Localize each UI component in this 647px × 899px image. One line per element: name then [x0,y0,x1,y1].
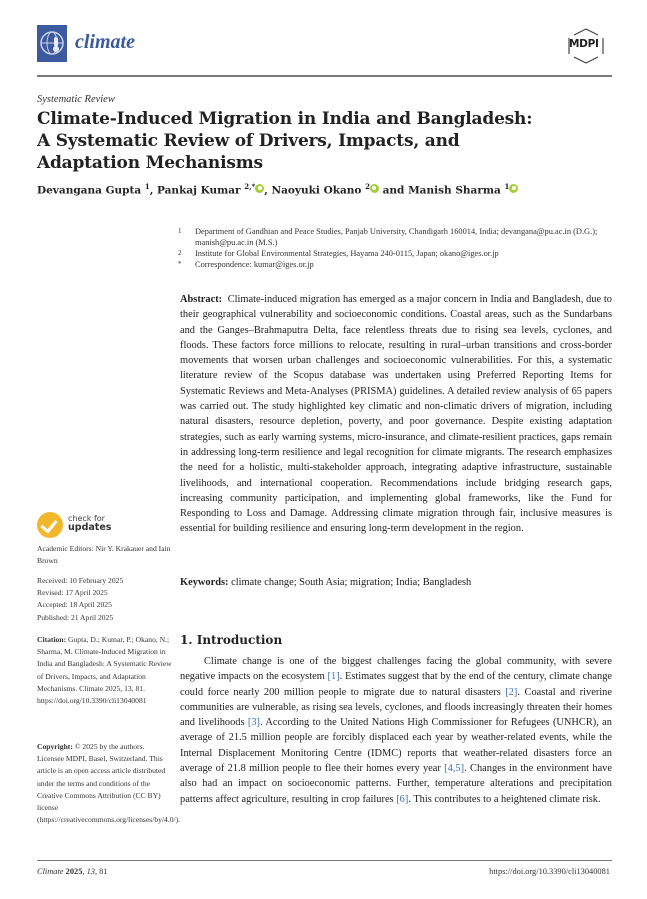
author-separator: , [264,184,272,197]
orcid-icon[interactable] [255,184,264,193]
footer-journal: Climate [37,867,64,876]
author-name[interactable]: Naoyuki Okano [271,184,362,197]
introduction-paragraph [180,654,612,807]
reference-link[interactable]: [3] [247,717,261,729]
article-type: Systematic Review [37,94,115,105]
footer-citation: Climate 2025, 13, 81 [37,867,108,876]
footer-article-number: 81 [99,867,108,876]
copyright [37,741,181,826]
journal-logo [37,25,67,62]
copyright-label: Copyright: [37,742,73,751]
reference-link[interactable]: [4,5] [444,763,465,775]
abstract [180,292,612,537]
reference-link[interactable]: [2] [505,686,518,698]
citation-label: Citation: [37,635,67,644]
check-for-updates-button[interactable] [37,512,137,540]
check-for-label: check for [68,514,105,523]
publication-dates [37,575,172,624]
paragraph-text: . Coastal and riverine communities are vulnerable, as rising sea levels, cyclones, and floods increasingly threaten their homes and livelihoods [180,686,612,729]
abstract-label: Abstract: [180,294,223,305]
orcid-icon[interactable] [509,184,518,193]
affiliation-mark: 2 [178,249,182,257]
checkmark-icon [37,512,63,538]
affiliation-item [178,226,598,248]
author-name[interactable]: Devangana Gupta [37,184,142,197]
affiliation-mark: 1 [178,227,182,235]
publisher-logo: MDPI [569,38,599,50]
author-affiliation-mark: 2 [365,182,370,191]
paragraph-text: . This contributes to a heightened climate risk. [408,793,601,805]
footer-doi-link[interactable]: https://doi.org/10.3390/cli13040081 [489,867,610,876]
affiliation-text: Department of Gandhian and Peace Studies, Panjab University, Chandigarh 160014, India; devangana@pu.ac.in (D.G.); manish@pu.ac.in (M.S.) [195,227,598,247]
date-published: Published: 21 April 2025 [37,612,114,622]
globe-thermometer-icon [37,25,67,62]
abstract-text: Climate-induced migration has emerged as a major concern in India and Bangladesh, due to their geographical vulnerability and socioeconomic conditions. Coastal areas, such as the Sundarbans and the Ganges–Brahmaputra Delta, face relentless threats due to rising sea levels, cyclones, and floods. These factors force millions to relocate, resulting in rural–urban transitions and cross-border movements that worsen urban challenges and socioeconomic vulnerabilities. For this, a systematic literature review of the Scopus database was undertaken using Preferred Reporting Items for Systematic Reviews and Meta-Analyses (PRISMA) guidelines. A detailed review analysis of 65 papers was carried out. The study highlighted key climatic and non-climatic drivers of migration, including natural disasters, resource depletion, poverty, and poor governance. Despite existing adaptation strategies, such as early warning systems, micro-insurance, and climate-resilient practices, gaps remain in addressing long-term resilience and legal recognition for climate migrants. The research emphasizes the need for a holistic, multi-stakeholder approach, integrating adaptive infrastructure, sustainable livelihoods, and international cooperation. Recommendations include bridging research gaps, increasing community participation, and implementing global frameworks, like the Fund for Responding to Loss and Damage. Addressing climate migration through fair, inclusive measures is essential for building resilience and ensuring long-term development in the region. [180,294,612,535]
author-separator: and [378,184,409,197]
reference-link[interactable]: [1] [327,671,340,683]
footer-divider [37,860,612,861]
paragraph-text: . Estimates suggest that by the end of the century, climate change could force nearly 200 million people to migrate due to natural disasters [180,671,612,698]
title-line: Climate-Induced Migration in India and Bangladesh: [37,109,533,129]
keywords [180,575,612,590]
article-title [37,108,597,174]
author-affiliation-mark: 1 [144,182,150,191]
journal-name: climate [75,31,135,53]
correspondence-text: Correspondence: kumar@iges.or.jp [195,260,314,269]
affiliation-item [178,259,598,270]
title-line: A Systematic Review of Drivers, Impacts, and [37,131,460,151]
date-received: Received: 10 February 2025 [37,576,124,585]
author-name[interactable]: Pankaj Kumar [157,184,241,197]
author-affiliation-mark: 1 [504,182,510,191]
affiliation-text: Institute for Global Environmental Strategies, Hayama 240-0115, Japan; okano@iges.or.jp [195,249,499,258]
header-divider [37,75,612,77]
author-name[interactable]: Manish Sharma [408,184,501,197]
author-list [37,182,518,197]
orcid-icon[interactable] [370,184,379,193]
author-separator: , [149,184,158,197]
keywords-text: climate change; South Asia; migration; India; Bangladesh [231,577,472,588]
footer-volume: 13 [86,867,95,876]
section-heading: 1. Introduction [180,633,283,647]
affiliations [178,226,598,270]
academic-editors: Academic Editors: Nir Y. Krakauer and Iain Brown [37,544,171,566]
date-revised: Revised: 17 April 2025 [37,588,108,598]
affiliation-item [178,248,598,259]
copyright-text: © 2025 by the authors. Licensee MDPI, Basel, Switzerland. This article is an open access article distributed under the terms and conditions of the Creative Commons Attribution (CC BY) license (https://creativecommons.org/licenses/by/4.0/). [37,742,181,825]
reference-link[interactable]: [6] [396,793,409,805]
affiliation-mark: * [178,260,182,268]
footer-year: 2025 [65,867,83,876]
citation-text: Gupta, D.; Kumar, P.; Okano, N.; Sharma, M. Climate-Induced Migration in India and Bangladesh: A Systematic Review of Drivers, Impacts, and Adaptation Mechanisms. Climate 2025, 13, 81. https://doi.org/10.3390/cli13040081 [37,635,172,706]
author-affiliation-mark: 2,* [244,182,256,191]
updates-label: updates [68,522,112,533]
paragraph-text: Climate change is one of the biggest challenges facing the global community, with severe negative impacts on the ecosystem [180,656,612,683]
title-line: Adaptation Mechanisms [37,153,263,173]
keywords-label: Keywords: [180,577,229,588]
date-accepted: Accepted: 18 April 2025 [37,600,112,610]
paragraph-text: . According to the United Nations High Commissioner for Refugees (UNHCR), an average of 21.5 million people are forcibly displaced each year by weather-related events, while the Internal Displacement Monitoring Centre (IDMC) reports that weather-related disasters force an average of 21.8 million people to flee their homes every year [180,717,612,775]
paragraph-text: . Changes in the environment have also had an impact on socioeconomic patterns. Further, temperature alterations and precipitation patterns affect agriculture, resulting in crop failures [180,763,612,805]
citation [37,634,172,707]
